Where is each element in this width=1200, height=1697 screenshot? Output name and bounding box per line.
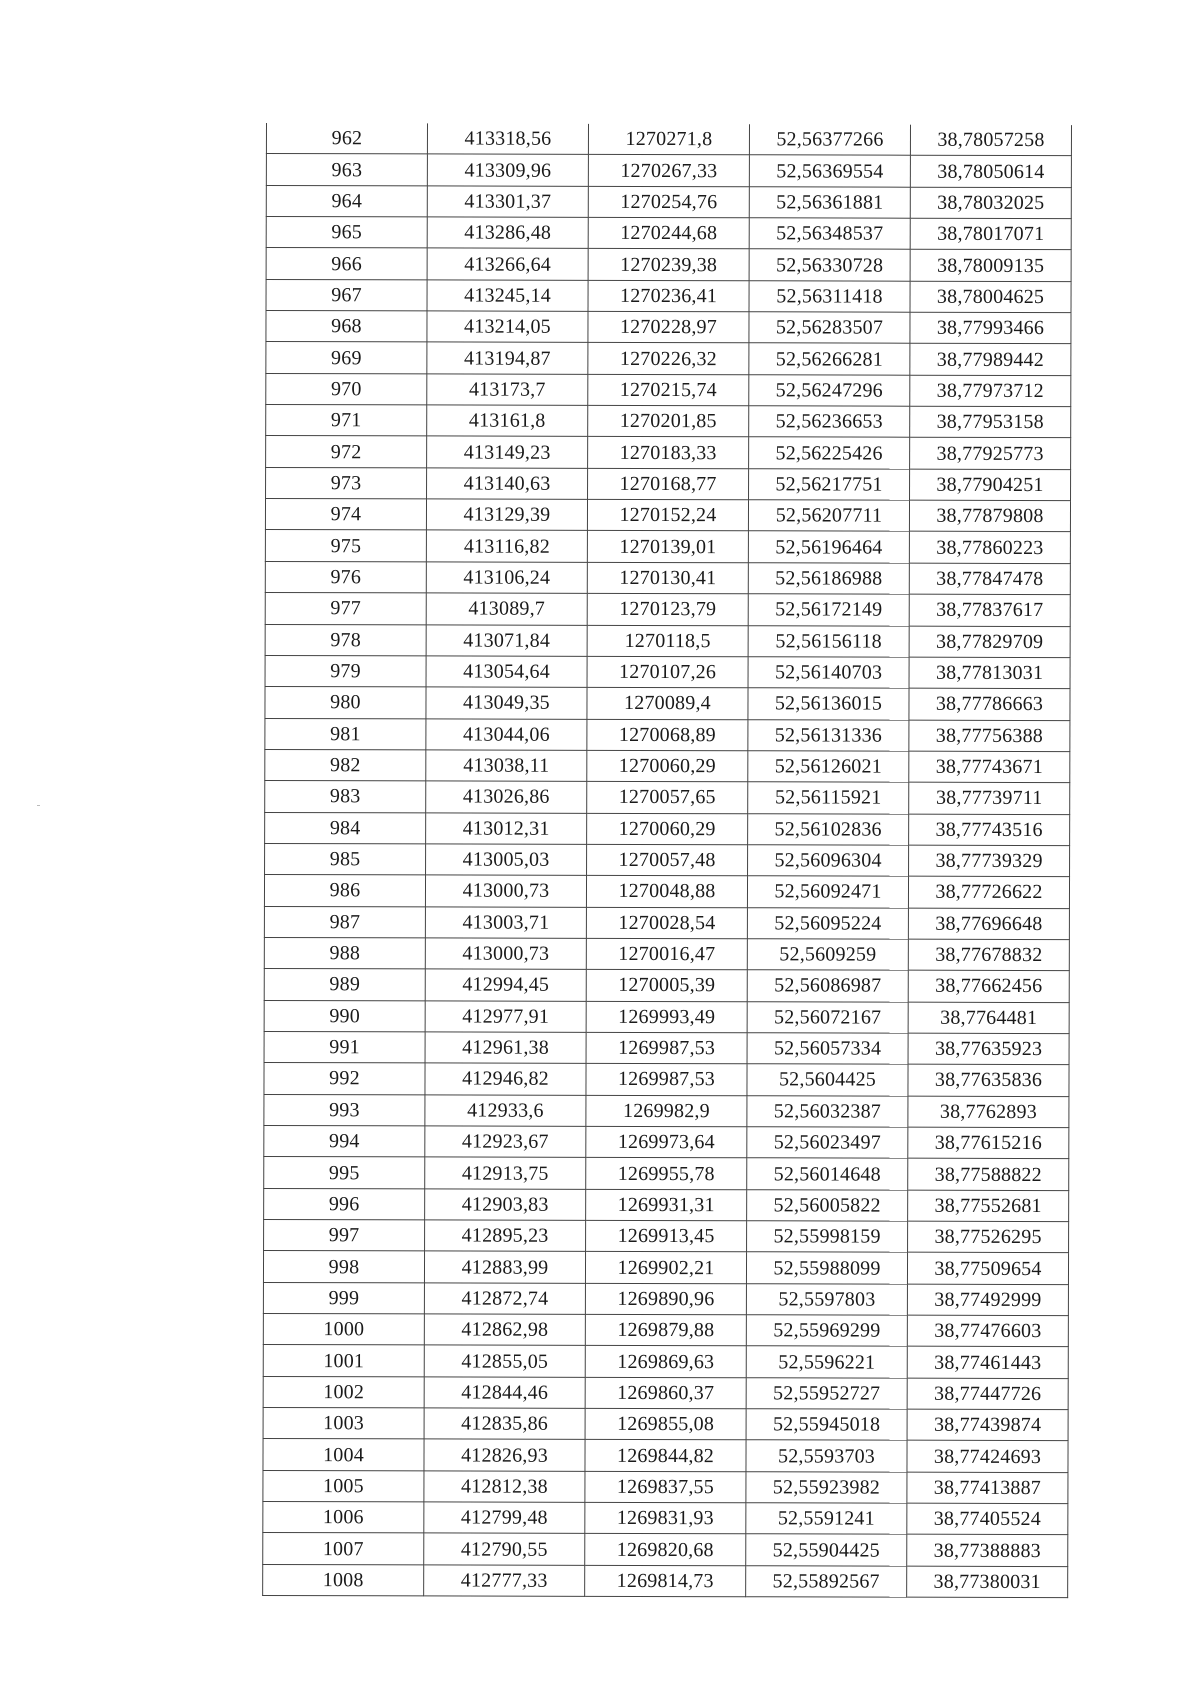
table-row [263, 1282, 1068, 1315]
point-number-cell: 979 [265, 655, 426, 687]
table-row [264, 1125, 1069, 1158]
longitude-cell: 38,78050614 [910, 156, 1071, 188]
longitude-cell: 38,77813031 [909, 657, 1070, 689]
table-row [264, 937, 1069, 970]
point-number-cell: 983 [265, 781, 426, 813]
x-coordinate-cell: 412777,33 [424, 1565, 585, 1597]
y-coordinate-cell: 1270215,74 [588, 374, 749, 406]
longitude-cell: 38,78004625 [910, 281, 1071, 313]
x-coordinate-cell: 412933,6 [425, 1095, 586, 1127]
point-number-cell: 997 [264, 1220, 425, 1252]
longitude-cell: 38,77461443 [907, 1347, 1068, 1379]
x-coordinate-cell: 413161,8 [427, 405, 588, 437]
table-row [263, 1470, 1068, 1503]
table-row [266, 342, 1071, 375]
latitude-cell: 52,56330728 [749, 249, 910, 281]
y-coordinate-cell: 1269993,49 [586, 1001, 747, 1033]
y-coordinate-cell: 1270239,38 [588, 249, 749, 281]
point-number-cell: 977 [265, 593, 426, 625]
x-coordinate-cell: 413301,37 [427, 186, 588, 218]
longitude-cell: 38,78032025 [910, 187, 1071, 219]
table-row [263, 1439, 1068, 1472]
point-number-cell: 984 [265, 812, 426, 844]
longitude-cell: 38,77953158 [910, 406, 1071, 438]
latitude-cell: 52,56377266 [749, 124, 910, 155]
table-row [265, 624, 1070, 657]
longitude-cell: 38,77743516 [909, 814, 1070, 846]
x-coordinate-cell: 412977,91 [425, 1001, 586, 1033]
x-coordinate-cell: 412923,67 [425, 1126, 586, 1158]
latitude-cell: 52,56086987 [747, 970, 908, 1002]
latitude-cell: 52,55998159 [747, 1221, 908, 1253]
latitude-cell: 52,5597803 [746, 1283, 907, 1315]
longitude-cell: 38,78017071 [910, 218, 1071, 250]
longitude-cell: 38,77635836 [908, 1064, 1069, 1096]
longitude-cell: 38,77424693 [907, 1441, 1068, 1473]
x-coordinate-cell: 412835,86 [424, 1408, 585, 1440]
point-number-cell: 981 [265, 718, 426, 750]
x-coordinate-cell: 413049,35 [426, 687, 587, 719]
latitude-cell: 52,56207711 [748, 500, 909, 532]
latitude-cell: 52,56072167 [747, 1001, 908, 1033]
y-coordinate-cell: 1269987,53 [586, 1032, 747, 1064]
y-coordinate-cell: 1269860,37 [585, 1377, 746, 1409]
longitude-cell: 38,77743671 [909, 751, 1070, 783]
y-coordinate-cell: 1269837,55 [585, 1471, 746, 1503]
x-coordinate-cell: 413286,48 [427, 217, 588, 249]
longitude-cell: 38,77879808 [909, 500, 1070, 532]
longitude-cell: 38,77380031 [907, 1566, 1068, 1598]
y-coordinate-cell: 1270107,26 [587, 656, 748, 688]
point-number-cell: 989 [264, 969, 425, 1001]
x-coordinate-cell: 413005,03 [426, 844, 587, 876]
table-row [265, 812, 1070, 845]
latitude-cell: 52,56115921 [748, 782, 909, 814]
point-number-cell: 1000 [263, 1314, 424, 1346]
longitude-cell: 38,77989442 [910, 344, 1071, 376]
point-number-cell: 994 [264, 1125, 425, 1157]
x-coordinate-cell: 413038,11 [426, 750, 587, 782]
x-coordinate-cell: 413140,63 [427, 468, 588, 500]
longitude-cell: 38,77526295 [908, 1221, 1069, 1253]
table-row [264, 1000, 1069, 1033]
latitude-cell: 52,56136015 [748, 688, 909, 720]
longitude-cell: 38,77588822 [908, 1159, 1069, 1191]
latitude-cell: 52,56095224 [747, 907, 908, 939]
longitude-cell: 38,77492999 [907, 1284, 1068, 1316]
point-number-cell: 964 [266, 185, 427, 217]
table-row [264, 1188, 1069, 1221]
longitude-cell: 38,77739711 [909, 782, 1070, 814]
point-number-cell: 975 [265, 530, 426, 562]
latitude-cell: 52,56283507 [749, 312, 910, 344]
y-coordinate-cell: 1270089,4 [587, 688, 748, 720]
point-number-cell: 998 [263, 1251, 424, 1283]
longitude-cell: 38,7764481 [908, 1002, 1069, 1034]
point-number-cell: 986 [264, 875, 425, 907]
point-number-cell: 1008 [263, 1564, 424, 1596]
point-number-cell: 991 [264, 1031, 425, 1063]
y-coordinate-cell: 1270060,29 [587, 750, 748, 782]
table-row [266, 467, 1071, 500]
y-coordinate-cell: 1270130,41 [587, 562, 748, 594]
latitude-cell: 52,56102836 [748, 813, 909, 845]
latitude-cell: 52,56369554 [749, 155, 910, 187]
point-number-cell: 992 [264, 1063, 425, 1095]
y-coordinate-cell: 1269814,73 [585, 1565, 746, 1597]
point-number-cell: 1004 [263, 1439, 424, 1471]
point-number-cell: 971 [266, 405, 427, 437]
point-number-cell: 999 [263, 1282, 424, 1314]
x-coordinate-cell: 412855,05 [424, 1345, 585, 1377]
latitude-cell: 52,56014648 [747, 1158, 908, 1190]
point-number-cell: 963 [266, 154, 427, 186]
y-coordinate-cell: 1270228,97 [588, 311, 749, 343]
longitude-cell: 38,77696648 [908, 908, 1069, 940]
table-row [265, 655, 1070, 688]
x-coordinate-cell: 413026,86 [426, 781, 587, 813]
table-row [266, 248, 1071, 281]
y-coordinate-cell: 1270201,85 [588, 405, 749, 437]
longitude-cell: 38,78057258 [910, 125, 1071, 156]
point-number-cell: 985 [265, 843, 426, 875]
longitude-cell: 38,77739329 [909, 845, 1070, 877]
table-row [266, 123, 1071, 156]
table-row [266, 154, 1071, 187]
table-row [263, 1376, 1068, 1409]
scan-speck [37, 805, 40, 806]
y-coordinate-cell: 1269955,78 [586, 1158, 747, 1190]
point-number-cell: 967 [266, 279, 427, 311]
table-row [265, 781, 1070, 814]
y-coordinate-cell: 1270183,33 [588, 437, 749, 469]
y-coordinate-cell: 1270057,65 [587, 782, 748, 814]
x-coordinate-cell: 413071,84 [426, 624, 587, 656]
longitude-cell: 38,77509654 [907, 1253, 1068, 1285]
coordinates-table [262, 123, 1072, 1598]
point-number-cell: 1006 [263, 1502, 424, 1534]
x-coordinate-cell: 412946,82 [425, 1063, 586, 1095]
y-coordinate-cell: 1269931,31 [586, 1189, 747, 1221]
longitude-cell: 38,77439874 [907, 1409, 1068, 1441]
y-coordinate-cell: 1269982,9 [586, 1095, 747, 1127]
latitude-cell: 52,56140703 [748, 657, 909, 689]
y-coordinate-cell: 1270139,01 [587, 531, 748, 563]
table-row [264, 906, 1069, 939]
y-coordinate-cell: 1270254,76 [588, 186, 749, 218]
point-number-cell: 988 [264, 937, 425, 969]
y-coordinate-cell: 1269831,93 [585, 1502, 746, 1534]
latitude-cell: 52,55945018 [746, 1409, 907, 1441]
table-row [266, 436, 1071, 469]
table-row [265, 687, 1070, 720]
longitude-cell: 38,77860223 [909, 532, 1070, 564]
x-coordinate-cell: 412961,38 [425, 1032, 586, 1064]
table-row [263, 1345, 1068, 1378]
longitude-cell: 38,77847478 [909, 563, 1070, 595]
point-number-cell: 966 [266, 248, 427, 280]
y-coordinate-cell: 1270005,39 [586, 970, 747, 1002]
y-coordinate-cell: 1269890,96 [585, 1283, 746, 1315]
x-coordinate-cell: 412799,48 [424, 1502, 585, 1534]
table-row [266, 311, 1071, 344]
x-coordinate-cell: 413000,73 [425, 875, 586, 907]
x-coordinate-cell: 413003,71 [425, 907, 586, 939]
y-coordinate-cell: 1270271,8 [588, 124, 749, 155]
y-coordinate-cell: 1270226,32 [588, 343, 749, 375]
x-coordinate-cell: 413173,7 [427, 374, 588, 406]
x-coordinate-cell: 412812,38 [424, 1471, 585, 1503]
y-coordinate-cell: 1270123,79 [587, 593, 748, 625]
table-row [263, 1251, 1068, 1284]
x-coordinate-cell: 412883,99 [424, 1251, 585, 1283]
x-coordinate-cell: 413000,73 [425, 938, 586, 970]
x-coordinate-cell: 413149,23 [427, 436, 588, 468]
table-row [266, 185, 1071, 218]
latitude-cell: 52,56156118 [748, 625, 909, 657]
point-number-cell: 978 [265, 624, 426, 656]
latitude-cell: 52,55988099 [746, 1252, 907, 1284]
table-row [265, 499, 1070, 532]
longitude-cell: 38,77837617 [909, 594, 1070, 626]
table-row [264, 1220, 1069, 1253]
y-coordinate-cell: 1269902,21 [585, 1252, 746, 1284]
y-coordinate-cell: 1270048,88 [586, 876, 747, 908]
x-coordinate-cell: 413309,96 [427, 154, 588, 186]
latitude-cell: 52,5604425 [747, 1064, 908, 1096]
table-row [265, 561, 1070, 594]
longitude-cell: 38,77678832 [908, 939, 1069, 971]
point-number-cell: 974 [265, 499, 426, 531]
point-number-cell: 972 [266, 436, 427, 468]
latitude-cell: 52,56196464 [748, 531, 909, 563]
table-row [266, 373, 1071, 406]
latitude-cell: 52,56186988 [748, 563, 909, 595]
x-coordinate-cell: 412913,75 [425, 1157, 586, 1189]
y-coordinate-cell: 1270236,41 [588, 280, 749, 312]
table-row [265, 718, 1070, 751]
table-row [264, 1063, 1069, 1096]
latitude-cell: 52,5609259 [747, 939, 908, 971]
point-number-cell: 987 [264, 906, 425, 938]
y-coordinate-cell: 1269855,08 [585, 1408, 746, 1440]
latitude-cell: 52,56247296 [749, 375, 910, 407]
y-coordinate-cell: 1270267,33 [588, 155, 749, 187]
latitude-cell: 52,56005822 [747, 1189, 908, 1221]
longitude-cell: 38,77904251 [910, 469, 1071, 501]
latitude-cell: 52,56348537 [749, 218, 910, 250]
table-row [264, 875, 1069, 908]
point-number-cell: 982 [265, 749, 426, 781]
longitude-cell: 38,77552681 [908, 1190, 1069, 1222]
longitude-cell: 38,77829709 [909, 626, 1070, 658]
x-coordinate-cell: 412826,93 [424, 1439, 585, 1471]
y-coordinate-cell: 1270016,47 [586, 938, 747, 970]
latitude-cell: 52,55904425 [746, 1534, 907, 1566]
longitude-cell: 38,77388883 [907, 1535, 1068, 1567]
table-row [265, 593, 1070, 626]
longitude-cell: 38,77447726 [907, 1378, 1068, 1410]
x-coordinate-cell: 412994,45 [425, 969, 586, 1001]
latitude-cell: 52,56057334 [747, 1033, 908, 1065]
x-coordinate-cell: 412790,55 [424, 1533, 585, 1565]
x-coordinate-cell: 413245,14 [427, 280, 588, 312]
y-coordinate-cell: 1270168,77 [588, 468, 749, 500]
latitude-cell: 52,56266281 [749, 343, 910, 375]
latitude-cell: 52,5591241 [746, 1503, 907, 1535]
x-coordinate-cell: 413116,82 [426, 530, 587, 562]
latitude-cell: 52,56032387 [747, 1095, 908, 1127]
latitude-cell: 52,56023497 [747, 1127, 908, 1159]
point-number-cell: 1001 [263, 1345, 424, 1377]
y-coordinate-cell: 1269820,68 [585, 1534, 746, 1566]
longitude-cell: 38,77476603 [907, 1315, 1068, 1347]
latitude-cell: 52,55952727 [746, 1378, 907, 1410]
latitude-cell: 52,56126021 [748, 751, 909, 783]
latitude-cell: 52,56172149 [748, 594, 909, 626]
point-number-cell: 973 [266, 467, 427, 499]
table-row [266, 217, 1071, 250]
table-row [263, 1314, 1068, 1347]
longitude-cell: 38,77786663 [909, 688, 1070, 720]
point-number-cell: 969 [266, 342, 427, 374]
y-coordinate-cell: 1269879,88 [585, 1314, 746, 1346]
table-row [266, 279, 1071, 312]
x-coordinate-cell: 413194,87 [427, 342, 588, 374]
y-coordinate-cell: 1270028,54 [586, 907, 747, 939]
table-row [264, 1031, 1069, 1064]
x-coordinate-cell: 412895,23 [425, 1220, 586, 1252]
y-coordinate-cell: 1270118,5 [587, 625, 748, 657]
x-coordinate-cell: 413089,7 [426, 593, 587, 625]
longitude-cell: 38,78009135 [910, 250, 1071, 282]
latitude-cell: 52,56361881 [749, 186, 910, 218]
latitude-cell: 52,56092471 [747, 876, 908, 908]
point-number-cell: 968 [266, 311, 427, 343]
longitude-cell: 38,7762893 [908, 1096, 1069, 1128]
table-row [264, 1157, 1069, 1190]
latitude-cell: 52,56131336 [748, 719, 909, 751]
point-number-cell: 1005 [263, 1470, 424, 1502]
point-number-cell: 990 [264, 1000, 425, 1032]
point-number-cell: 1007 [263, 1533, 424, 1565]
longitude-cell: 38,77925773 [910, 438, 1071, 470]
y-coordinate-cell: 1270060,29 [587, 813, 748, 845]
x-coordinate-cell: 413044,06 [426, 718, 587, 750]
latitude-cell: 52,5596221 [746, 1346, 907, 1378]
table-row [263, 1408, 1068, 1441]
y-coordinate-cell: 1269987,53 [586, 1064, 747, 1096]
x-coordinate-cell: 412903,83 [425, 1189, 586, 1221]
y-coordinate-cell: 1269913,45 [586, 1220, 747, 1252]
x-coordinate-cell: 413054,64 [426, 656, 587, 688]
latitude-cell: 52,55892567 [746, 1566, 907, 1598]
longitude-cell: 38,77405524 [907, 1503, 1068, 1535]
table-row [263, 1564, 1068, 1597]
point-number-cell: 962 [266, 123, 427, 154]
point-number-cell: 993 [264, 1094, 425, 1126]
table-row [264, 1094, 1069, 1127]
table-row [263, 1502, 1068, 1535]
y-coordinate-cell: 1270152,24 [587, 499, 748, 531]
longitude-cell: 38,77756388 [909, 720, 1070, 752]
point-number-cell: 1003 [263, 1408, 424, 1440]
point-number-cell: 965 [266, 217, 427, 249]
table-row [266, 405, 1071, 438]
x-coordinate-cell: 413012,31 [426, 812, 587, 844]
table-row [263, 1533, 1068, 1566]
point-number-cell: 996 [264, 1188, 425, 1220]
point-number-cell: 995 [264, 1157, 425, 1189]
latitude-cell: 52,56096304 [748, 845, 909, 877]
y-coordinate-cell: 1270068,89 [587, 719, 748, 751]
latitude-cell: 52,56311418 [749, 280, 910, 312]
x-coordinate-cell: 413129,39 [426, 499, 587, 531]
x-coordinate-cell: 412844,46 [424, 1377, 585, 1409]
longitude-cell: 38,77973712 [910, 375, 1071, 407]
latitude-cell: 52,56217751 [749, 469, 910, 501]
y-coordinate-cell: 1270057,48 [587, 844, 748, 876]
longitude-cell: 38,77635923 [908, 1033, 1069, 1065]
point-number-cell: 1002 [263, 1376, 424, 1408]
table-row [265, 749, 1070, 782]
longitude-cell: 38,77662456 [908, 970, 1069, 1002]
y-coordinate-cell: 1269973,64 [586, 1126, 747, 1158]
latitude-cell: 52,55969299 [746, 1315, 907, 1347]
coordinates-table-body [263, 123, 1072, 1598]
y-coordinate-cell: 1269869,63 [585, 1346, 746, 1378]
x-coordinate-cell: 413266,64 [427, 248, 588, 280]
x-coordinate-cell: 413214,05 [427, 311, 588, 343]
point-number-cell: 976 [265, 561, 426, 593]
table-row [265, 843, 1070, 876]
x-coordinate-cell: 412862,98 [424, 1314, 585, 1346]
table-row [264, 969, 1069, 1002]
latitude-cell: 52,5593703 [746, 1440, 907, 1472]
x-coordinate-cell: 412872,74 [424, 1283, 585, 1315]
x-coordinate-cell: 413106,24 [426, 562, 587, 594]
point-number-cell: 980 [265, 687, 426, 719]
point-number-cell: 970 [266, 373, 427, 405]
longitude-cell: 38,77726622 [908, 876, 1069, 908]
latitude-cell: 52,55923982 [746, 1472, 907, 1504]
longitude-cell: 38,77615216 [908, 1127, 1069, 1159]
table-row [265, 530, 1070, 563]
y-coordinate-cell: 1270244,68 [588, 217, 749, 249]
x-coordinate-cell: 413318,56 [427, 123, 588, 154]
longitude-cell: 38,77993466 [910, 312, 1071, 344]
latitude-cell: 52,56236653 [749, 406, 910, 438]
latitude-cell: 52,56225426 [749, 437, 910, 469]
longitude-cell: 38,77413887 [907, 1472, 1068, 1504]
y-coordinate-cell: 1269844,82 [585, 1440, 746, 1472]
